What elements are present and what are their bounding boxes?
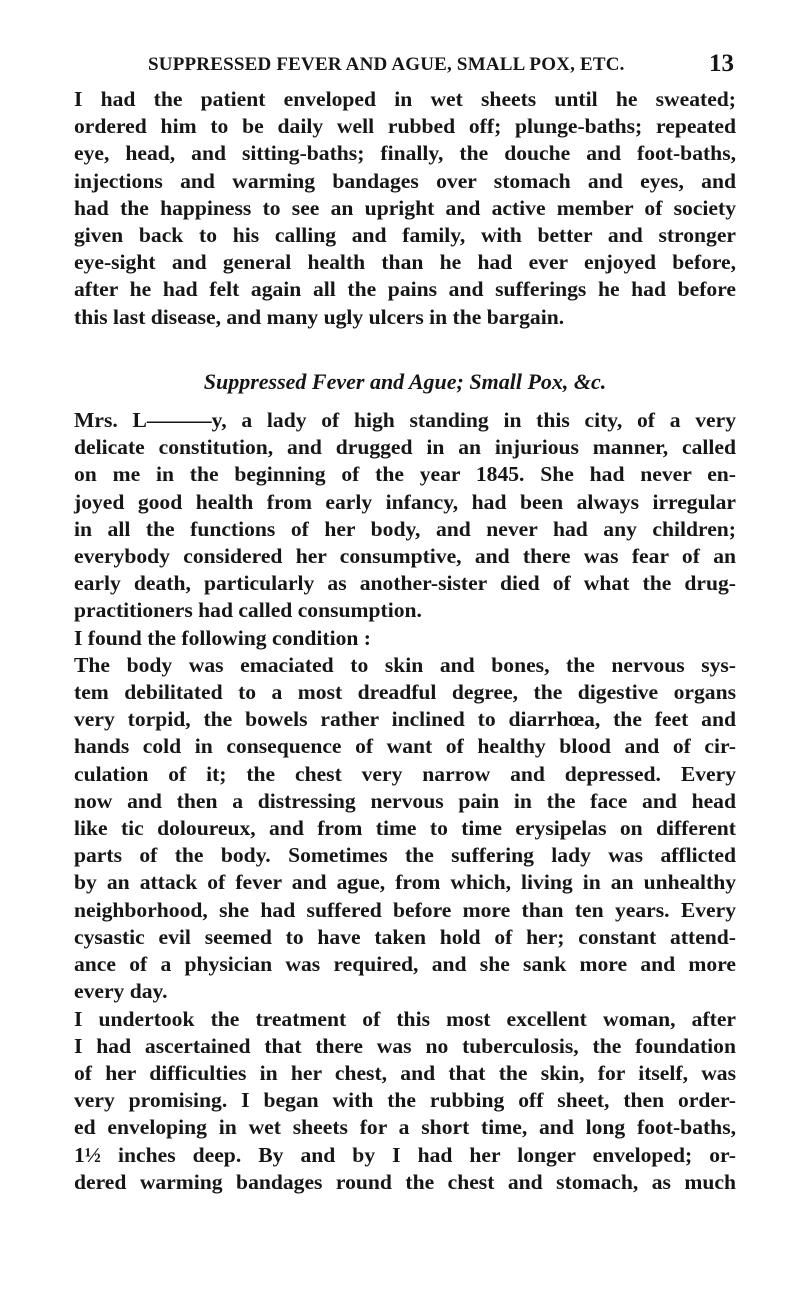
text-line: I found the following condition :	[74, 625, 371, 650]
text-line: this last disease, and many ugly ulcers in the bargain.	[74, 304, 565, 329]
section-heading: Suppressed Fever and Ague; Small Pox, &c.	[203, 368, 607, 394]
text-line: injections and warming bandages over stomach and eyes, and	[74, 168, 736, 193]
text-line: everybody considered her consumptive, and there was fear of an	[74, 544, 736, 569]
text-line: Mrs. L———y, a lady of high standing in this city, of a very	[74, 408, 736, 433]
paragraph-4	[74, 652, 736, 1006]
text-line: eye, head, and sitting-baths; finally, the douche and foot-baths,	[74, 141, 736, 166]
text-line: now and then a distressing nervous pain in the face and head	[74, 788, 736, 813]
paragraph-2	[74, 407, 736, 625]
text-line: early death, particularly as another-sister died of what the drug-	[74, 571, 736, 596]
text-line: 1½ inches deep. By and by I had her longer enveloped; or-	[74, 1142, 736, 1167]
text-line: hands cold in consequence of want of healthy blood and of cir-	[74, 734, 736, 759]
text-line: delicate constitution, and drugged in an injurious manner, called	[74, 435, 736, 460]
text-line: ance of a physician was required, and she sank more and more	[74, 952, 736, 977]
paragraph-1	[74, 86, 736, 331]
text-line: dered warming bandages round the chest and stomach, as much	[74, 1169, 736, 1194]
text-line: parts of the body. Sometimes the suffering lady was afflicted	[74, 843, 736, 868]
page-header	[74, 50, 734, 80]
text-line: had the happiness to see an upright and active member of society	[74, 195, 736, 220]
text-line: I had ascertained that there was no tuberculosis, the foundation	[74, 1033, 736, 1058]
text-line: after he had felt again all the pains and sufferings he had before	[74, 277, 736, 302]
text-line: by an attack of fever and ague, from which, living in an unhealthy	[74, 870, 736, 895]
text-line: ed enveloping in wet sheets for a short time, and long foot-baths,	[74, 1115, 736, 1140]
text-line: very promising. I began with the rubbing off sheet, then order-	[74, 1088, 736, 1113]
text-line: of her difficulties in her chest, and that the skin, for itself, was	[74, 1060, 736, 1085]
text-line: practitioners had called consumption.	[74, 598, 422, 623]
text-line: on me in the beginning of the year 1845. She had never en-	[74, 462, 736, 487]
text-line: cysastic evil seemed to have taken hold of her; constant attend-	[74, 924, 736, 949]
text-line: I undertook the treatment of this most excellent woman, after	[74, 1006, 736, 1031]
text-line: like tic doloureux, and from time to time erysipelas on different	[74, 816, 736, 841]
text-line: neighborhood, she had suffered before more than ten years. Every	[74, 897, 736, 922]
text-line: every day.	[74, 979, 168, 1004]
text-line: ordered him to be daily well rubbed off; plunge-baths; repeated	[74, 114, 736, 139]
text-line: joyed good health from early infancy, had been always irregular	[74, 489, 736, 514]
text-line: culation of it; the chest very narrow and depressed. Every	[74, 761, 736, 786]
text-line: eye-sight and general health than he had ever enjoyed before,	[74, 250, 736, 275]
text-line: very torpid, the bowels rather inclined to diarrhœa, the feet and	[74, 707, 736, 732]
paragraph-5	[74, 1006, 736, 1196]
page-body	[74, 86, 736, 1196]
text-line: I had the patient enveloped in wet sheets until he sweated;	[74, 87, 736, 111]
text-line: tem debilitated to a most dreadful degree, the digestive organs	[74, 680, 736, 705]
page-number: 13	[709, 50, 734, 77]
text-line: given back to his calling and family, with better and stronger	[74, 223, 736, 248]
running-head: SUPPRESSED FEVER AND AGUE, SMALL POX, ETC.	[148, 54, 625, 75]
paragraph-3	[74, 625, 736, 652]
text-line: in all the functions of her body, and never had any children;	[74, 516, 736, 541]
text-line: The body was emaciated to skin and bones, the nervous sys-	[74, 652, 736, 677]
